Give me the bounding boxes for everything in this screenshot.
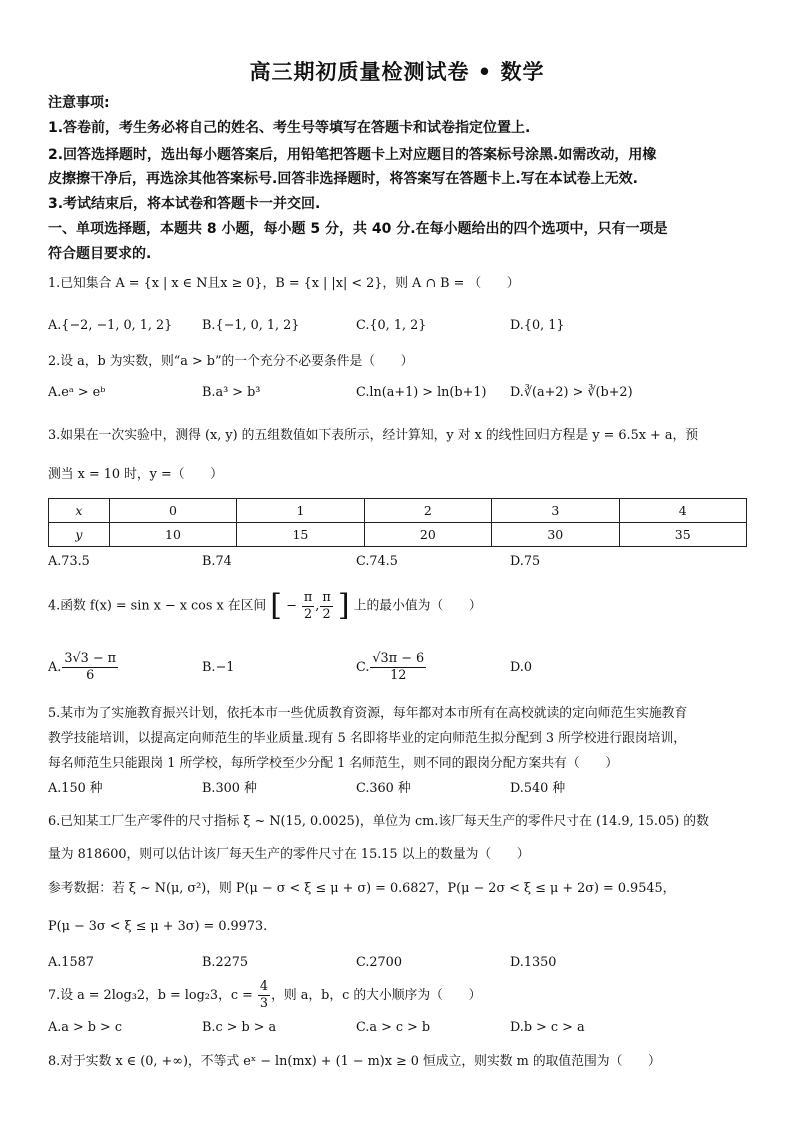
bracket-close: ]	[337, 588, 350, 623]
question-2-stem: 2.设 a，b 为实数，则“a > b”的一个充分不必要条件是（ ）	[48, 354, 414, 369]
question-6-option-a: A.1587	[48, 955, 94, 970]
question-5-stem-cont: 教学技能培训，以提高定向师范生的毕业质量.现有 5 名即将毕业的定向师范生拟分配到 3 所学校进行跟岗培训，	[48, 731, 687, 746]
question-1-option-d: D.{0, 1}	[510, 318, 565, 333]
question-5-option-b: B.300 种	[202, 781, 257, 796]
interval-lower-fraction	[302, 590, 314, 623]
option-label: C.	[356, 660, 370, 675]
question-2-option-a: A.eᵃ > eᵇ	[48, 385, 106, 400]
question-7-option-d: D.b > c > a	[510, 1020, 585, 1035]
fraction-denominator: 2	[322, 606, 331, 622]
page-title: 高三期初质量检测试卷 • 数学	[249, 60, 545, 84]
question-4-option-c	[356, 650, 427, 686]
section-heading: 一、单项选择题，本题共 8 小题，每小题 5 分，共 40 分.在每小题给出的四个选项中，只有一项是	[48, 221, 668, 237]
table-cell: 15	[237, 523, 364, 547]
question-3-option-a: A.73.5	[48, 554, 90, 569]
fraction-numerator: 3√3 − π	[64, 651, 117, 666]
table-row	[49, 523, 747, 547]
question-3-option-b: B.74	[202, 554, 232, 569]
question-5-option-a: A.150 种	[48, 781, 103, 796]
table-cell: x	[49, 499, 110, 523]
question-6-option-c: C.2700	[356, 955, 402, 970]
table-cell: 3	[492, 499, 619, 523]
notice-item: 3.考试结束后，将本试卷和答题卡一并交回.	[48, 196, 321, 212]
notice-item: 1.答卷前，考生务必将自己的姓名、考生号等填写在答题卡和试卷指定位置上.	[48, 120, 531, 136]
question-6-option-d: D.1350	[510, 955, 557, 970]
minus-sign: −	[286, 598, 297, 614]
question-2-option-d: D.∛(a+2) > ∛(b+2)	[510, 385, 633, 400]
question-4-option-a	[48, 650, 119, 686]
fraction-numerator: π	[303, 589, 313, 605]
question-2-option-b: B.a³ > b³	[202, 385, 261, 400]
question-7-stem	[48, 978, 481, 1014]
option-label: A.	[48, 660, 62, 675]
table-cell: 4	[619, 499, 746, 523]
question-7-stem-text-post: ，则 a，b，c 的大小顺序为（ ）	[271, 988, 482, 1003]
table-row	[49, 499, 747, 523]
question-4-stem	[48, 588, 482, 625]
table-cell: 30	[492, 523, 619, 547]
question-4-stem-text-post: 上的最小值为（ ）	[353, 598, 482, 614]
question-3-stem-cont: 测当 x = 10 时，y =（ ）	[48, 467, 223, 482]
question-4-option-b: B.−1	[202, 660, 235, 675]
question-6-reference-data: 参考数据：若 ξ ~ N(μ, σ²)，则 P(μ − σ < ξ ≤ μ + σ) = 0.6827，P(μ − 2σ < ξ ≤ μ + 2σ) = 0.9545，	[48, 881, 676, 896]
question-2-option-c: C.ln(a+1) > ln(b+1)	[356, 385, 487, 400]
question-4-option-d: D.0	[510, 660, 533, 675]
question-6-stem: 6.已知某工厂生产零件的尺寸指标 ξ ~ N(15, 0.0025)，单位为 cm.该厂每天生产的零件尺寸在 (14.9, 15.05) 的数	[48, 814, 709, 829]
fraction-numerator: π	[322, 589, 331, 605]
interval-upper-fraction	[320, 590, 332, 623]
question-7-option-b: B.c > b > a	[202, 1020, 277, 1035]
option-fraction	[370, 651, 426, 684]
table-cell: 10	[109, 523, 236, 547]
question-1-option-b: B.{−1, 0, 1, 2}	[202, 318, 300, 333]
notice-item: 2.回答选择题时，选出每小题答案后，用铅笔把答题卡上对应题目的答案标号涂黑.如需改动，用橡	[48, 147, 657, 163]
question-6-reference-data-cont: P(μ − 3σ < ξ ≤ μ + 3σ) = 0.9973.	[48, 919, 268, 934]
question-7-fraction	[258, 979, 270, 1012]
question-8-stem: 8.对于实数 x ∈ (0, +∞)，不等式 eˣ − ln(mx) + (1 − m)x ≥ 0 恒成立，则实数 m 的取值范围为（ ）	[48, 1054, 661, 1069]
question-1-stem: 1.已知集合 A = {x | x ∈ N且x ≥ 0}，B = {x | |x| < 2}，则 A ∩ B = （ ）	[48, 276, 520, 291]
comma: ,	[315, 598, 320, 614]
question-3-data-table	[48, 498, 747, 547]
fraction-denominator: 6	[86, 668, 95, 683]
question-6-option-b: B.2275	[202, 955, 249, 970]
question-5-option-d: D.540 种	[510, 781, 566, 796]
section-heading-cont: 符合题目要求的.	[48, 246, 152, 262]
question-3-stem: 3.如果在一次实验中，测得 (x, y) 的五组数值如下表所示，经计算知，y 对 x 的线性回归方程是 y = 6.5x + a，预	[48, 428, 699, 443]
question-3-option-c: C.74.5	[356, 554, 398, 569]
question-5-stem-cont: 每名师范生只能跟岗 1 所学校，每所学校至少分配 1 名师范生，则不同的跟岗分配方案共有（ ）	[48, 756, 619, 771]
question-7-option-c: C.a > c > b	[356, 1020, 431, 1035]
question-7-stem-text: 7.设 a = 2log₃2，b = log₂3，c =	[48, 988, 253, 1003]
fraction-numerator: 4	[259, 979, 269, 994]
fraction-denominator: 3	[259, 996, 269, 1011]
option-fraction	[62, 651, 118, 684]
question-1-option-a: A.{−2, −1, 0, 1, 2}	[48, 318, 173, 333]
table-cell: 0	[109, 499, 236, 523]
question-4-stem-text: 4.函数 f(x) = sin x − x cos x 在区间	[48, 598, 267, 614]
table-cell: 35	[619, 523, 746, 547]
fraction-denominator: 2	[304, 606, 313, 622]
question-5-stem: 5.某市为了实施教育振兴计划，依托本市一些优质教育资源，每年都对本市所有在高校就读的定向师范生实施教育	[48, 706, 688, 721]
table-cell: y	[49, 523, 110, 547]
question-6-stem-cont: 量为 818600，则可以估计该厂每天生产的零件尺寸在 15.15 以上的数量为（ ）	[48, 847, 530, 862]
bracket-open: [	[270, 588, 282, 623]
question-5-option-c: C.360 种	[356, 781, 411, 796]
fraction-denominator: 12	[390, 668, 407, 683]
fraction-numerator: √3π − 6	[372, 651, 425, 666]
question-1-option-c: C.{0, 1, 2}	[356, 318, 427, 333]
notice-heading: 注意事项:	[48, 95, 110, 111]
table-cell: 2	[364, 499, 491, 523]
table-cell: 20	[364, 523, 491, 547]
question-7-option-a: A.a > b > c	[48, 1020, 123, 1035]
notice-item: 皮擦擦干净后，再选涂其他答案标号.回答非选择题时，将答案写在答题卡上.写在本试卷上无效.	[48, 171, 638, 187]
question-3-option-d: D.75	[510, 554, 541, 569]
table-cell: 1	[237, 499, 364, 523]
